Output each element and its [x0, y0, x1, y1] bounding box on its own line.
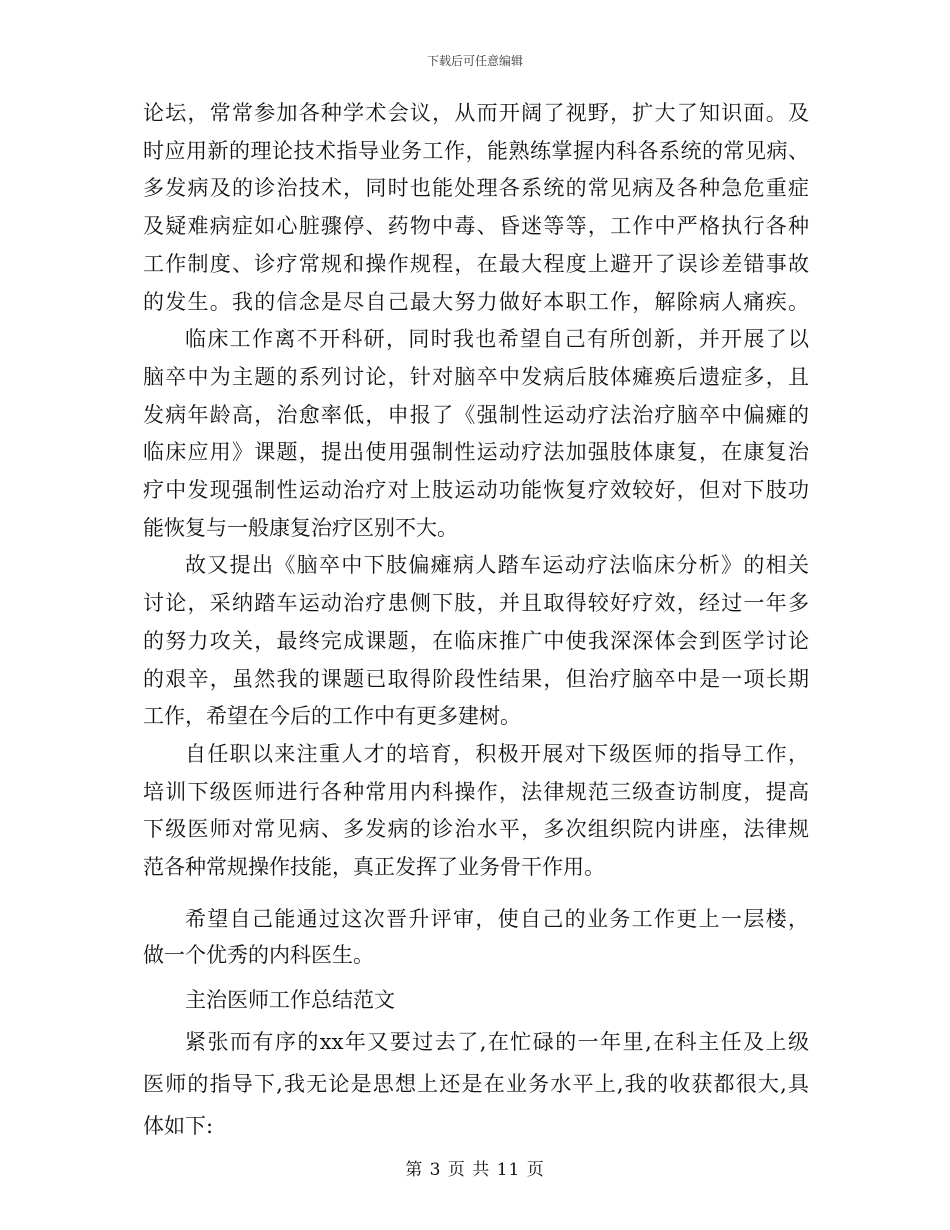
body-text-line: 故又提出《脑卒中下肢偏瘫病人踏车运动疗法临床分析》的相关 [185, 553, 809, 577]
body-text-line: 及疑难病症如心脏骤停、药物中毒、昏迷等等，工作中严格执行各种 [143, 214, 809, 238]
body-text-line: 希望自己能通过这次晋升评审，使自己的业务工作更上一层楼， [185, 907, 809, 931]
body-text-line: 紧张而有序的xx年又要过去了,在忙碌的一年里,在科主任及上级 [185, 1030, 809, 1054]
body-text-line: 做一个优秀的内科医生。 [143, 943, 374, 967]
body-text-line: 工作，希望在今后的工作中有更多建树。 [143, 704, 521, 728]
body-text-line: 疗中发现强制性运动治疗对上肢运动功能恢复疗效较好，但对下肢功 [143, 478, 809, 502]
body-text-line: 论坛，常常参加各种学术会议，从而开阔了视野，扩大了知识面。及 [143, 101, 809, 125]
body-text-line: 工作制度、诊疗常规和操作规程，在最大程度上避开了误诊差错事故 [143, 252, 809, 276]
body-text-line: 培训下级医师进行各种常用内科操作，法律规范三级查访制度，提高 [143, 780, 809, 804]
body-text-line: 下级医师对常见病、多发病的诊治水平，多次组织院内讲座，法律规 [143, 817, 809, 841]
body-text-line: 讨论，采纳踏车运动治疗患侧下肢，并且取得较好疗效，经过一年多 [143, 591, 809, 615]
body-text-line: 的发生。我的信念是尽自己最大努力做好本职工作，解除病人痛疾。 [143, 290, 809, 314]
body-text-line: 的艰辛，虽然我的课题已取得阶段性结果，但治疗脑卒中是一项长期 [143, 667, 809, 691]
body-text-line: 主治医师工作总结范文 [185, 988, 395, 1012]
body-text-line: 脑卒中为主题的系列讨论，针对脑卒中发病后肢体瘫痪后遗症多，且 [143, 365, 809, 389]
body-text-line: 多发病及的诊治技术，同时也能处理各系统的常见病及各种急危重症 [143, 176, 809, 200]
body-text-line: 临床应用》课题，提出使用强制性运动疗法加强肢体康复，在康复治 [143, 440, 809, 464]
body-text-line: 发病年龄高，治愈率低，申报了《强制性运动疗法治疗脑卒中偏瘫的 [143, 403, 809, 427]
body-text-line: 体如下: [143, 1114, 214, 1138]
body-text-line: 医师的指导下,我无论是思想上还是在业务水平上,我的收获都很大,具 [143, 1072, 809, 1096]
body-text-line: 自任职以来注重人才的培育，积极开展对下级医师的指导工作， [185, 742, 809, 766]
page-header: 下载后可任意编辑 [426, 54, 523, 68]
body-text-line: 范各种常规操作技能，真正发挥了业务骨干作用。 [143, 855, 605, 879]
page-footer: 第 3 页 共 11 页 [405, 1160, 545, 1180]
body-text-line: 时应用新的理论技术指导业务工作，能熟练掌握内科各系统的常见病、 [143, 139, 809, 163]
body-text-line: 临床工作离不开科研，同时我也希望自己有所创新，并开展了以 [185, 327, 809, 351]
body-text-line: 能恢复与一般康复治疗区别不大。 [143, 516, 458, 540]
body-text-line: 的努力攻关，最终完成课题，在临床推广中使我深深体会到医学讨论 [143, 629, 809, 653]
